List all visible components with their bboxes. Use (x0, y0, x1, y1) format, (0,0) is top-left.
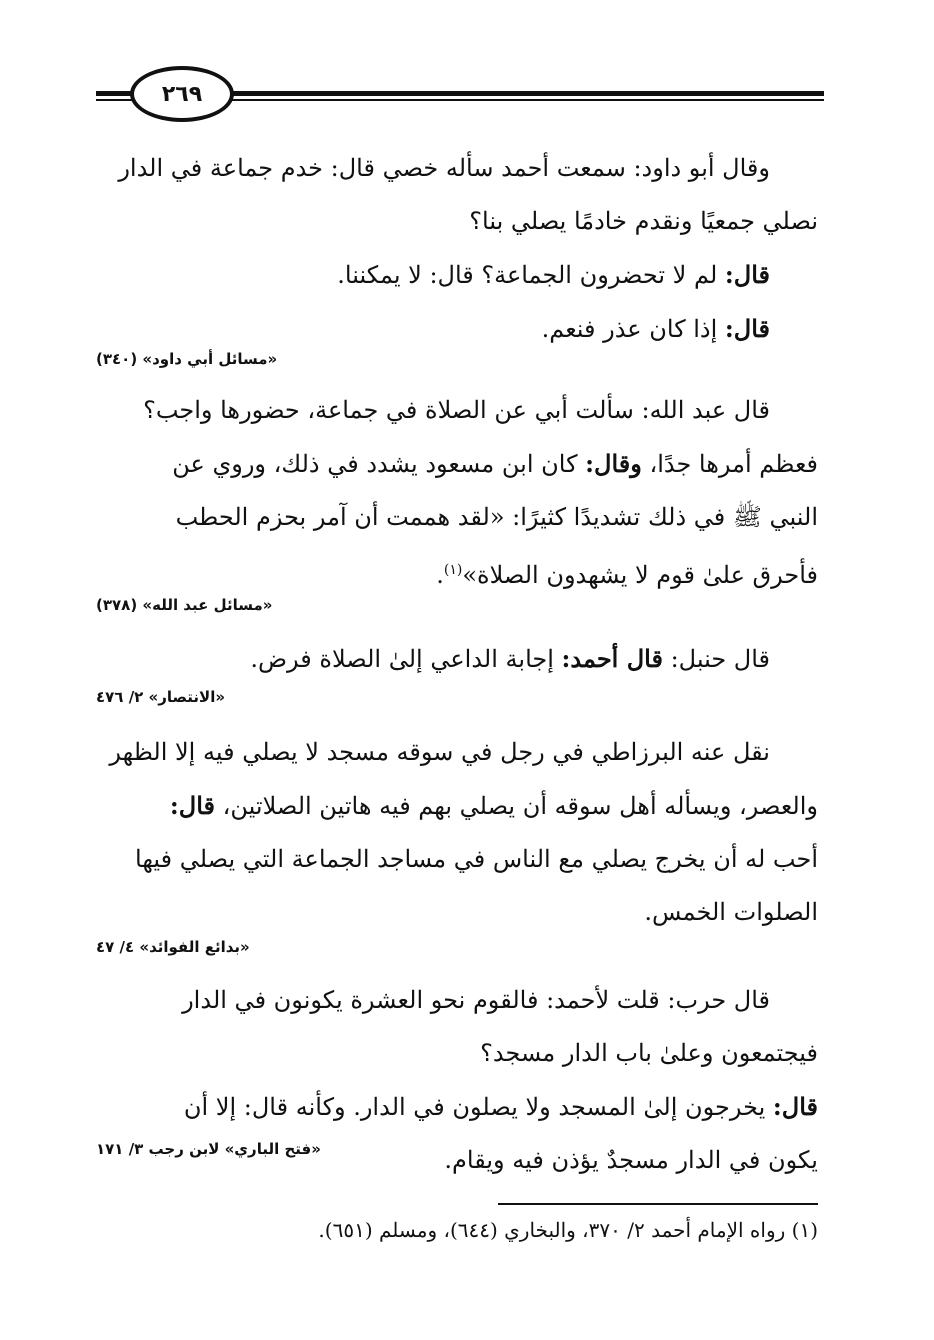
paragraph-hanbal (98, 632, 818, 686)
page-number: ٢٦٩ (161, 81, 203, 107)
line-text: يخرجون إلىٰ المسجد ولا يصلون في الدار. وكأنه قال: إلا أن (183, 1093, 773, 1121)
text-line: نقل عنه البرزاطي في رجل في سوقه مسجد لا يصلي فيه إلا الظهر (109, 738, 770, 766)
paragraph-abdullah (98, 384, 818, 602)
source-citation: «مسائل عبد الله» (٣٧٨) (96, 596, 273, 614)
line-text: إذا كان عذر فنعم. (541, 315, 725, 343)
speaker-label: قال: (724, 314, 770, 343)
text-line: وقال أبو داود: سمعت أحمد سأله خصي قال: خدم جماعة في الدار (118, 154, 770, 182)
text-line (98, 779, 818, 833)
text-line: أحب له أن يخرج يصلي مع الناس في مساجد الجماعة التي يصلي فيها (135, 845, 818, 873)
speaker-label: قال: (169, 791, 215, 820)
paragraph-barzati (98, 726, 818, 939)
source-citation: «الانتصار» ٢/ ٤٧٦ (96, 688, 226, 706)
line-text: قال حنبل: (662, 645, 770, 673)
speaker-label: قال: (772, 1092, 818, 1121)
paragraph-abu-dawud (98, 142, 818, 356)
text-line: النبي ﷺ في ذلك تشديدًا كثيرًا: «لقد هممت أن آمر بحزم الحطب (175, 503, 818, 531)
text-line (98, 1080, 818, 1134)
footnote: (١) رواه الإمام أحمد ٢/ ٣٧٠، والبخاري (٦٤٤)، ومسلم (٦٥١). (318, 1218, 818, 1242)
page-number-oval (130, 66, 234, 122)
text-line: قال حرب: قلت لأحمد: فالقوم نحو العشرة يكونون في الدار (182, 986, 770, 1014)
text-line (98, 544, 818, 602)
text-line (98, 632, 818, 686)
text-line: فيجتمعون وعلىٰ باب الدار مسجد؟ (480, 1039, 818, 1067)
source-citation: «فتح الباري» لابن رجب ٣/ ١٧١ (96, 1140, 321, 1158)
text-line: نصلي جمعيًا ونقدم خادمًا يصلي بنا؟ (469, 207, 818, 235)
text-line (98, 302, 818, 356)
text-line: الصلوات الخمس. (644, 898, 818, 926)
speaker-label: وقال: (585, 449, 642, 478)
line-text: إجابة الداعي إلىٰ الصلاة فرض. (250, 645, 562, 673)
page-header (96, 66, 824, 126)
text-line: قال عبد الله: سألت أبي عن الصلاة في جماعة، حضورها واجب؟ (143, 396, 770, 424)
speaker-label: قال أحمد: (561, 644, 663, 673)
text-line: يكون في الدار مسجدٌ يؤذن فيه ويقام. (444, 1146, 818, 1174)
text-line (98, 437, 818, 491)
line-text: . (436, 561, 444, 589)
text-line (98, 248, 818, 302)
line-text: فعظم أمرها جدًا، (641, 450, 818, 478)
line-text: فأحرق علىٰ قوم لا يشهدون الصلاة» (462, 561, 818, 589)
source-citation: «مسائل أبي داود» (٣٤٠) (96, 350, 278, 368)
footnote-separator (498, 1203, 818, 1205)
source-citation: «بدائع الفوائد» ٤/ ٤٧ (96, 938, 250, 956)
line-text: لم لا تحضرون الجماعة؟ قال: لا يمكننا. (337, 261, 725, 289)
line-text: كان ابن مسعود يشدد في ذلك، وروي عن (172, 450, 586, 478)
footnote-marker: (١) (443, 562, 463, 578)
speaker-label: قال: (724, 260, 770, 289)
line-text: والعصر، ويسأله أهل سوقه أن يصلي بهم فيه هاتين الصلاتين، (215, 792, 818, 820)
